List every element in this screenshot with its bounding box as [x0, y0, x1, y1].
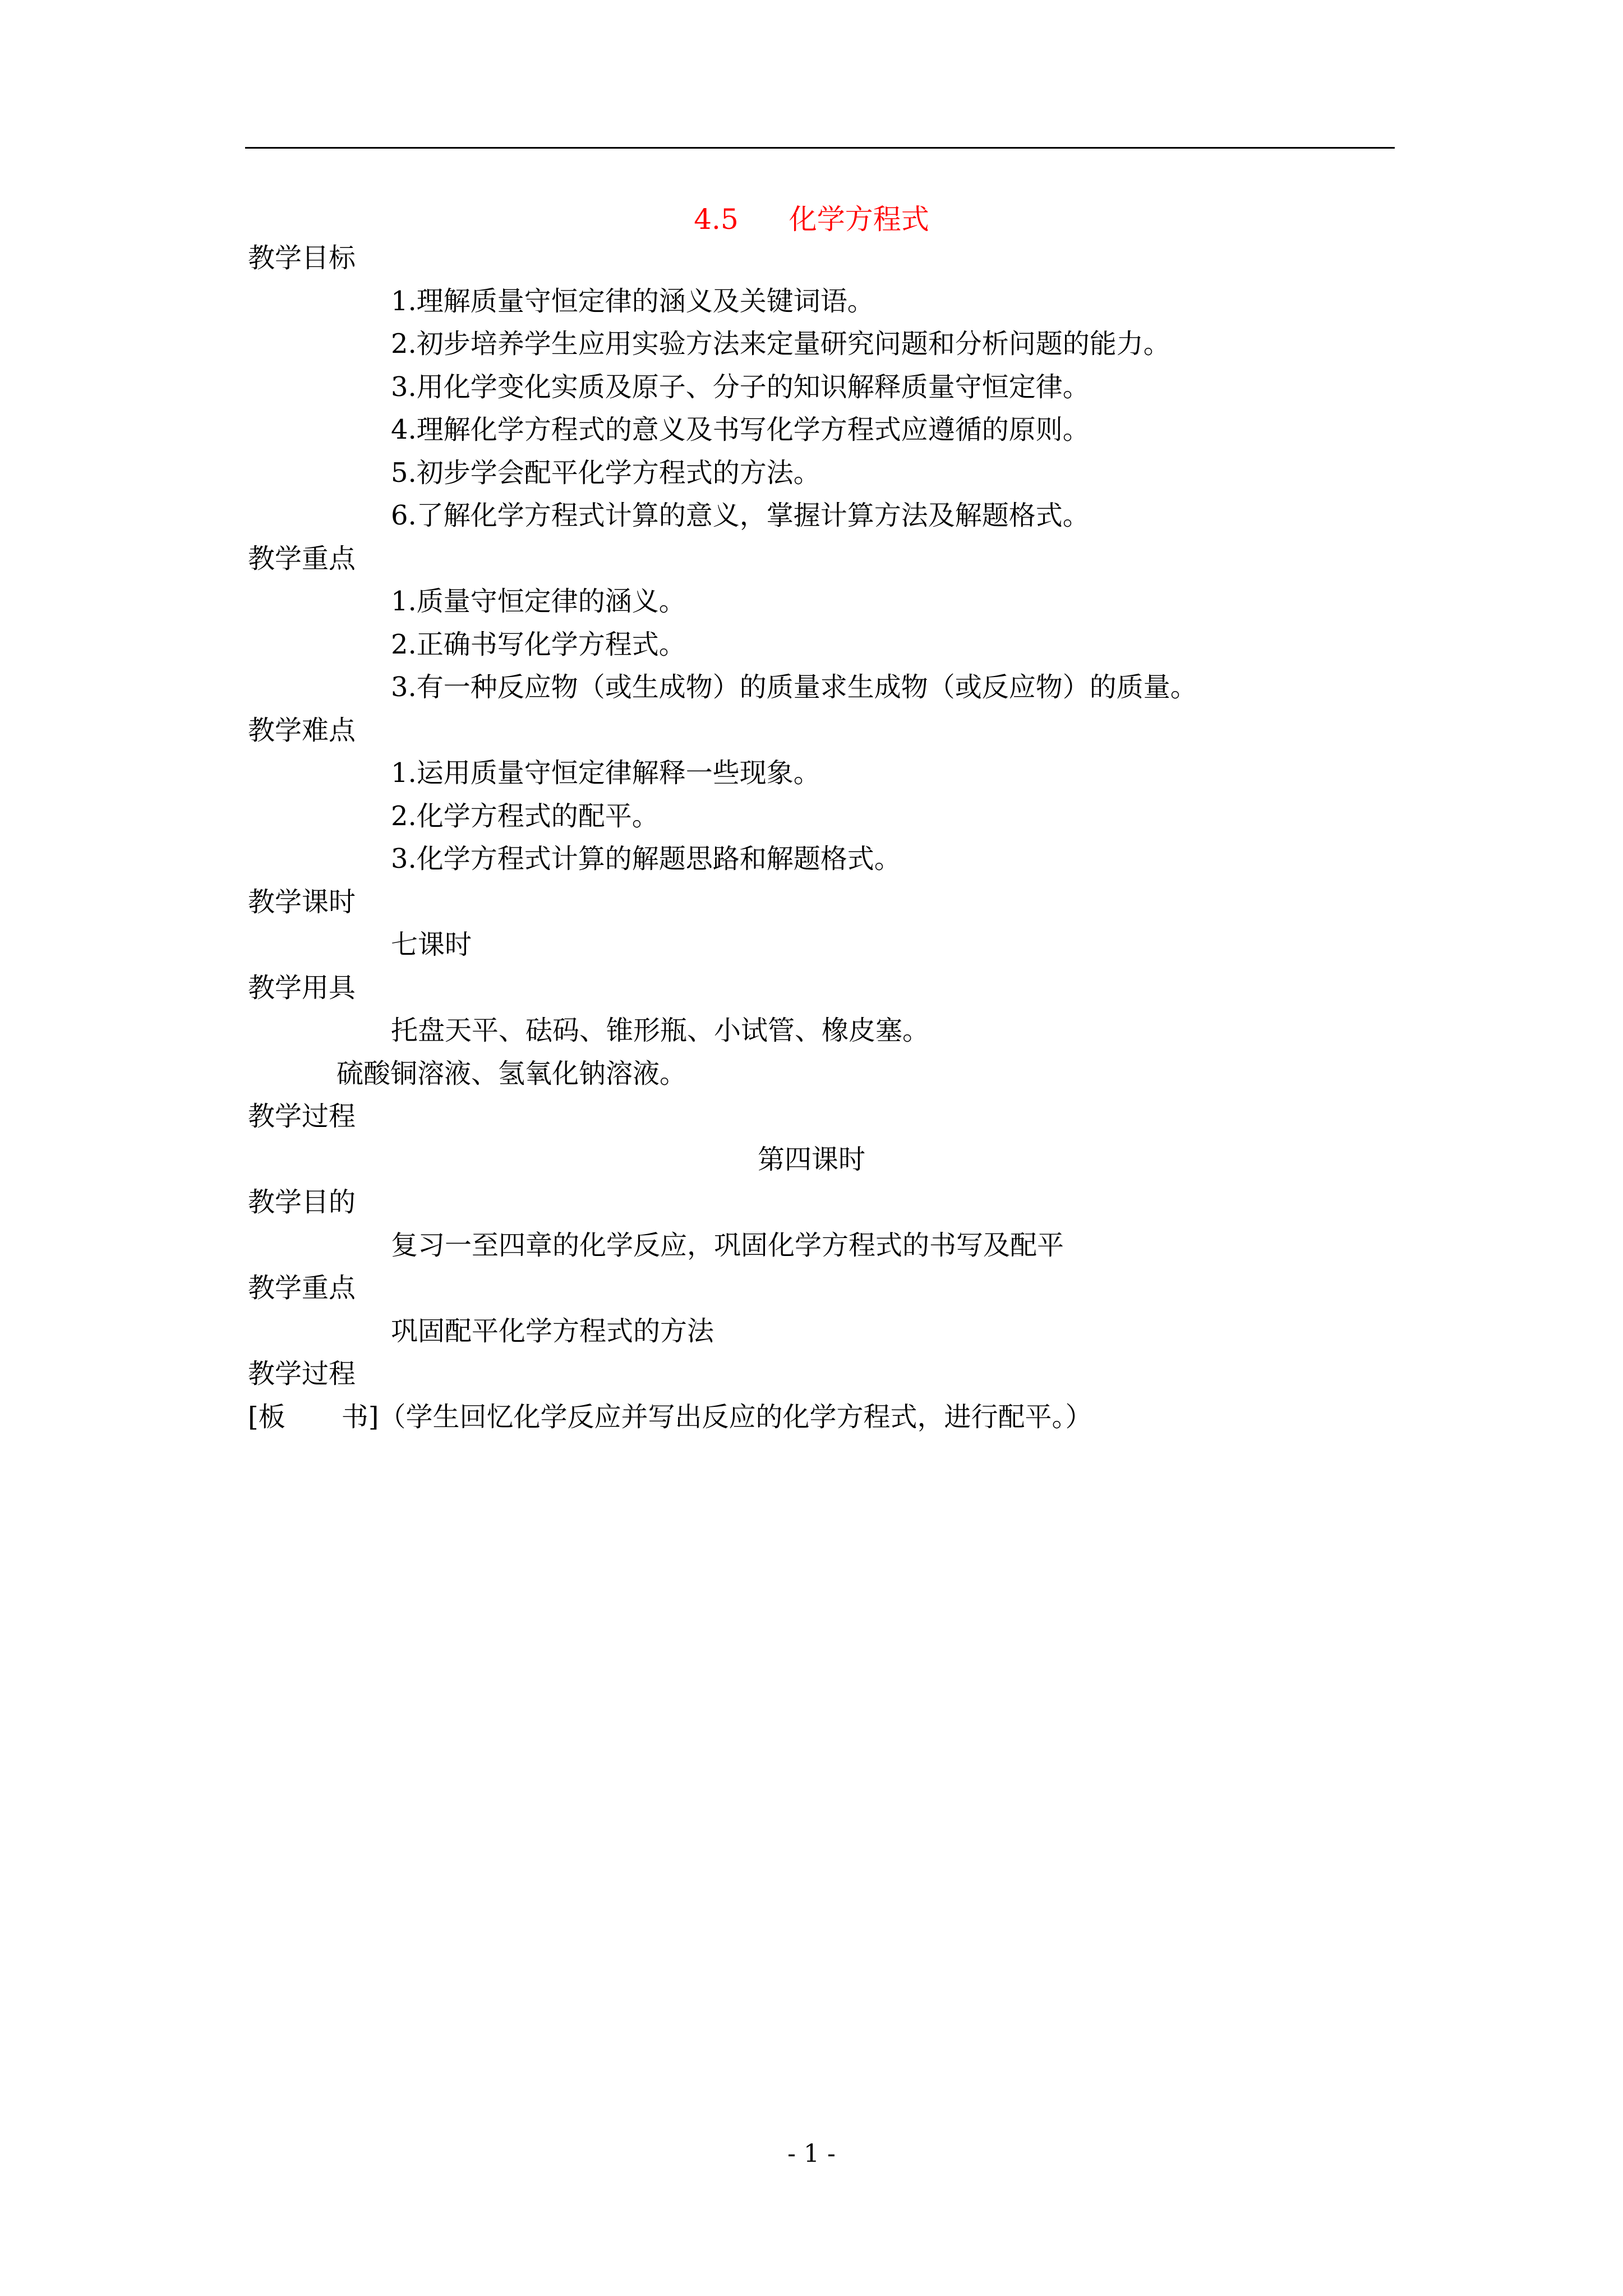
list-item: 七课时 [391, 929, 472, 960]
list-item: 6.了解化学方程式计算的意义，掌握计算方法及解题格式。 [391, 500, 1090, 531]
board-note-text: （学生回忆化学反应并写出反应的化学方程式，进行配平。） [379, 1401, 1092, 1433]
list-item: 复习一至四章的化学反应，巩固化学方程式的书写及配平 [391, 1230, 1064, 1261]
section-heading: 教学目的 [248, 1186, 356, 1218]
section-heading: 教学难点 [248, 715, 356, 746]
lesson-heading: 第四课时 [757, 1144, 865, 1175]
section-heading: 教学重点 [248, 1272, 356, 1304]
section-heading: 教学目标 [248, 242, 356, 274]
document-title [0, 200, 1623, 239]
list-item: 3.有一种反应物（或生成物）的质量求生成物（或反应物）的质量。 [391, 671, 1197, 703]
section-heading: 教学过程 [248, 1101, 356, 1132]
list-item: 4.理解化学方程式的意义及书写化学方程式应遵循的原则。 [391, 414, 1090, 445]
title-section-number: 4.5 [694, 203, 739, 236]
header-rule [245, 147, 1395, 149]
list-item: 5.初步学会配平化学方程式的方法。 [391, 457, 820, 489]
title-text: 化学方程式 [789, 203, 929, 236]
list-item: 硫酸铜溶液、氢氧化钠溶液。 [336, 1058, 687, 1089]
section-heading: 教学过程 [248, 1358, 356, 1389]
section-heading: 教学重点 [248, 543, 356, 574]
board-note [248, 1400, 1092, 1434]
list-item: 1.质量守恒定律的涵义。 [391, 586, 686, 617]
list-item: 2.正确书写化学方程式。 [391, 629, 686, 660]
section-heading: 教学用具 [248, 972, 356, 1004]
board-label-close: 书] [341, 1401, 379, 1433]
list-item: 托盘天平、砝码、锥形瓶、小试管、橡皮塞。 [391, 1015, 930, 1046]
section-heading: 教学课时 [248, 886, 356, 918]
page-number: - 1 - [787, 2139, 836, 2168]
list-item: 2.初步培养学生应用实验方法来定量研究问题和分析问题的能力。 [391, 328, 1170, 360]
list-item: 巩固配平化学方程式的方法 [391, 1315, 714, 1347]
board-label-open: [板 [248, 1401, 285, 1433]
list-item: 3.用化学变化实质及原子、分子的知识解释质量守恒定律。 [391, 371, 1090, 403]
list-item: 1.理解质量守恒定律的涵义及关键词语。 [391, 286, 874, 317]
list-item: 1.运用质量守恒定律解释一些现象。 [391, 757, 820, 789]
list-item: 3.化学方程式计算的解题思路和解题格式。 [391, 843, 901, 875]
list-item: 2.化学方程式的配平。 [391, 800, 659, 832]
